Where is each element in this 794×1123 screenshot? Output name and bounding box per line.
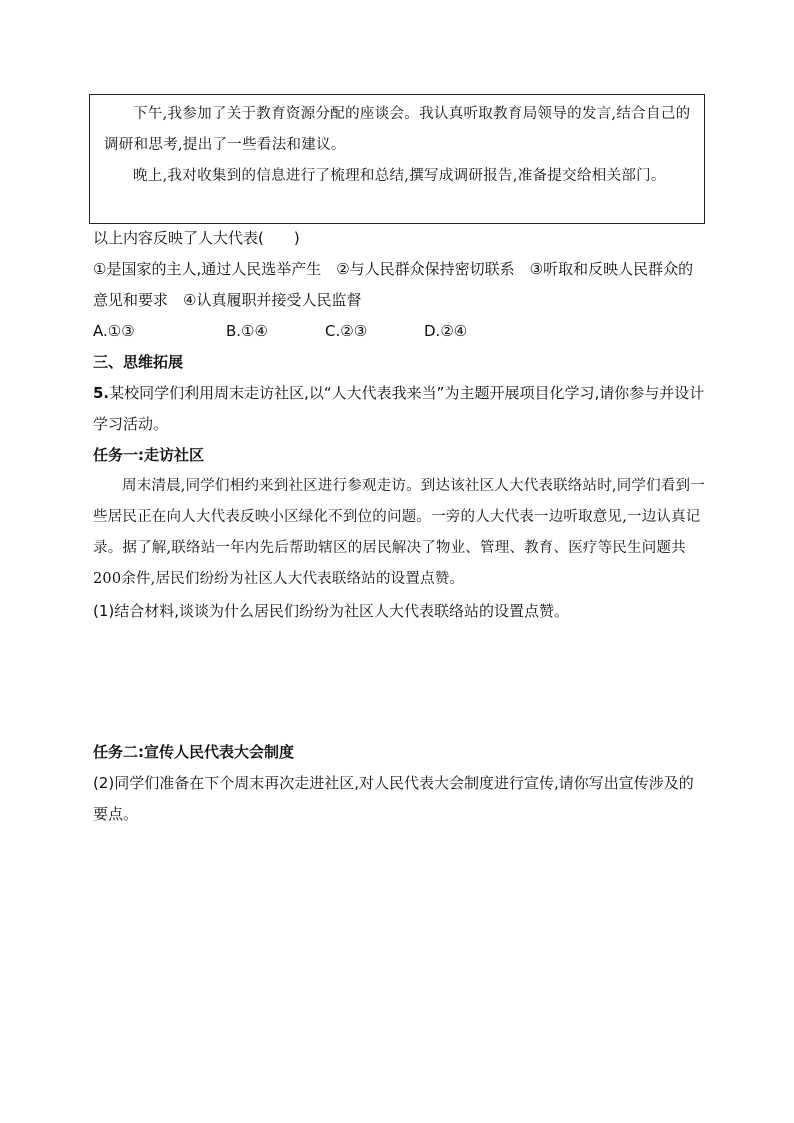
option-a[interactable]: A.①③ (93, 322, 135, 340)
sub-question-2: (2)同学们准备在下个周末再次走进社区,对人民代表大会制度进行宣传,请你写出宣传涉及的要点。 (93, 774, 694, 823)
question-5-stem (93, 378, 705, 440)
task-2-title: 任务二:宣传人民代表大会制度 (93, 743, 294, 761)
task-1-title: 任务一:走访社区 (93, 446, 204, 464)
question-4-stem: 以上内容反映了人大代表( ) (93, 229, 300, 247)
material-box (89, 94, 705, 224)
option-b[interactable]: B.①④ (226, 322, 268, 340)
option-c[interactable]: C.②③ (325, 322, 368, 340)
option-d[interactable]: D.②④ (424, 322, 468, 340)
task-1-material: 周末清晨,同学们相约来到社区进行参观走访。到达该社区人大代表联络站时,同学们看到一些居民正在向人大代表反映小区绿化不到位的问题。一旁的人大代表一边听取意见,一边认真记录。据了解,联络站一年内先后帮助辖区的居民解决了物业、管理、教育、医疗等民生问题共200余件,居民们纷纷为社区人大代表联络站的设置点赞。 (93, 478, 705, 587)
sub-question-1: (1)结合材料,谈谈为什么居民们纷纷为社区人大代表联络站的设置点赞。 (93, 602, 570, 620)
question-5-number: 5. (93, 384, 110, 402)
material-paragraph-1: 下午,我参加了关于教育资源分配的座谈会。我认真听取教育局领导的发言,结合自己的调研和思考,提出了一些看法和建议。 (104, 106, 691, 153)
question-4-statements: ①是国家的主人,通过人民选举产生 ②与人民群众保持密切联系 ③听取和反映人民群众的意见和要求 ④认真履职并接受人民监督 (93, 260, 694, 309)
section-3-title: 三、思维拓展 (93, 353, 184, 371)
material-paragraph-2: 晚上,我对收集到的信息进行了梳理和总结,撰写成调研报告,准备提交给相关部门。 (133, 168, 666, 184)
question-4-options (93, 316, 705, 347)
question-5-text: 某校同学们利用周末走访社区,以“人大代表我来当”为主题开展项目化学习,请你参与并设计学习活动。 (93, 384, 705, 433)
